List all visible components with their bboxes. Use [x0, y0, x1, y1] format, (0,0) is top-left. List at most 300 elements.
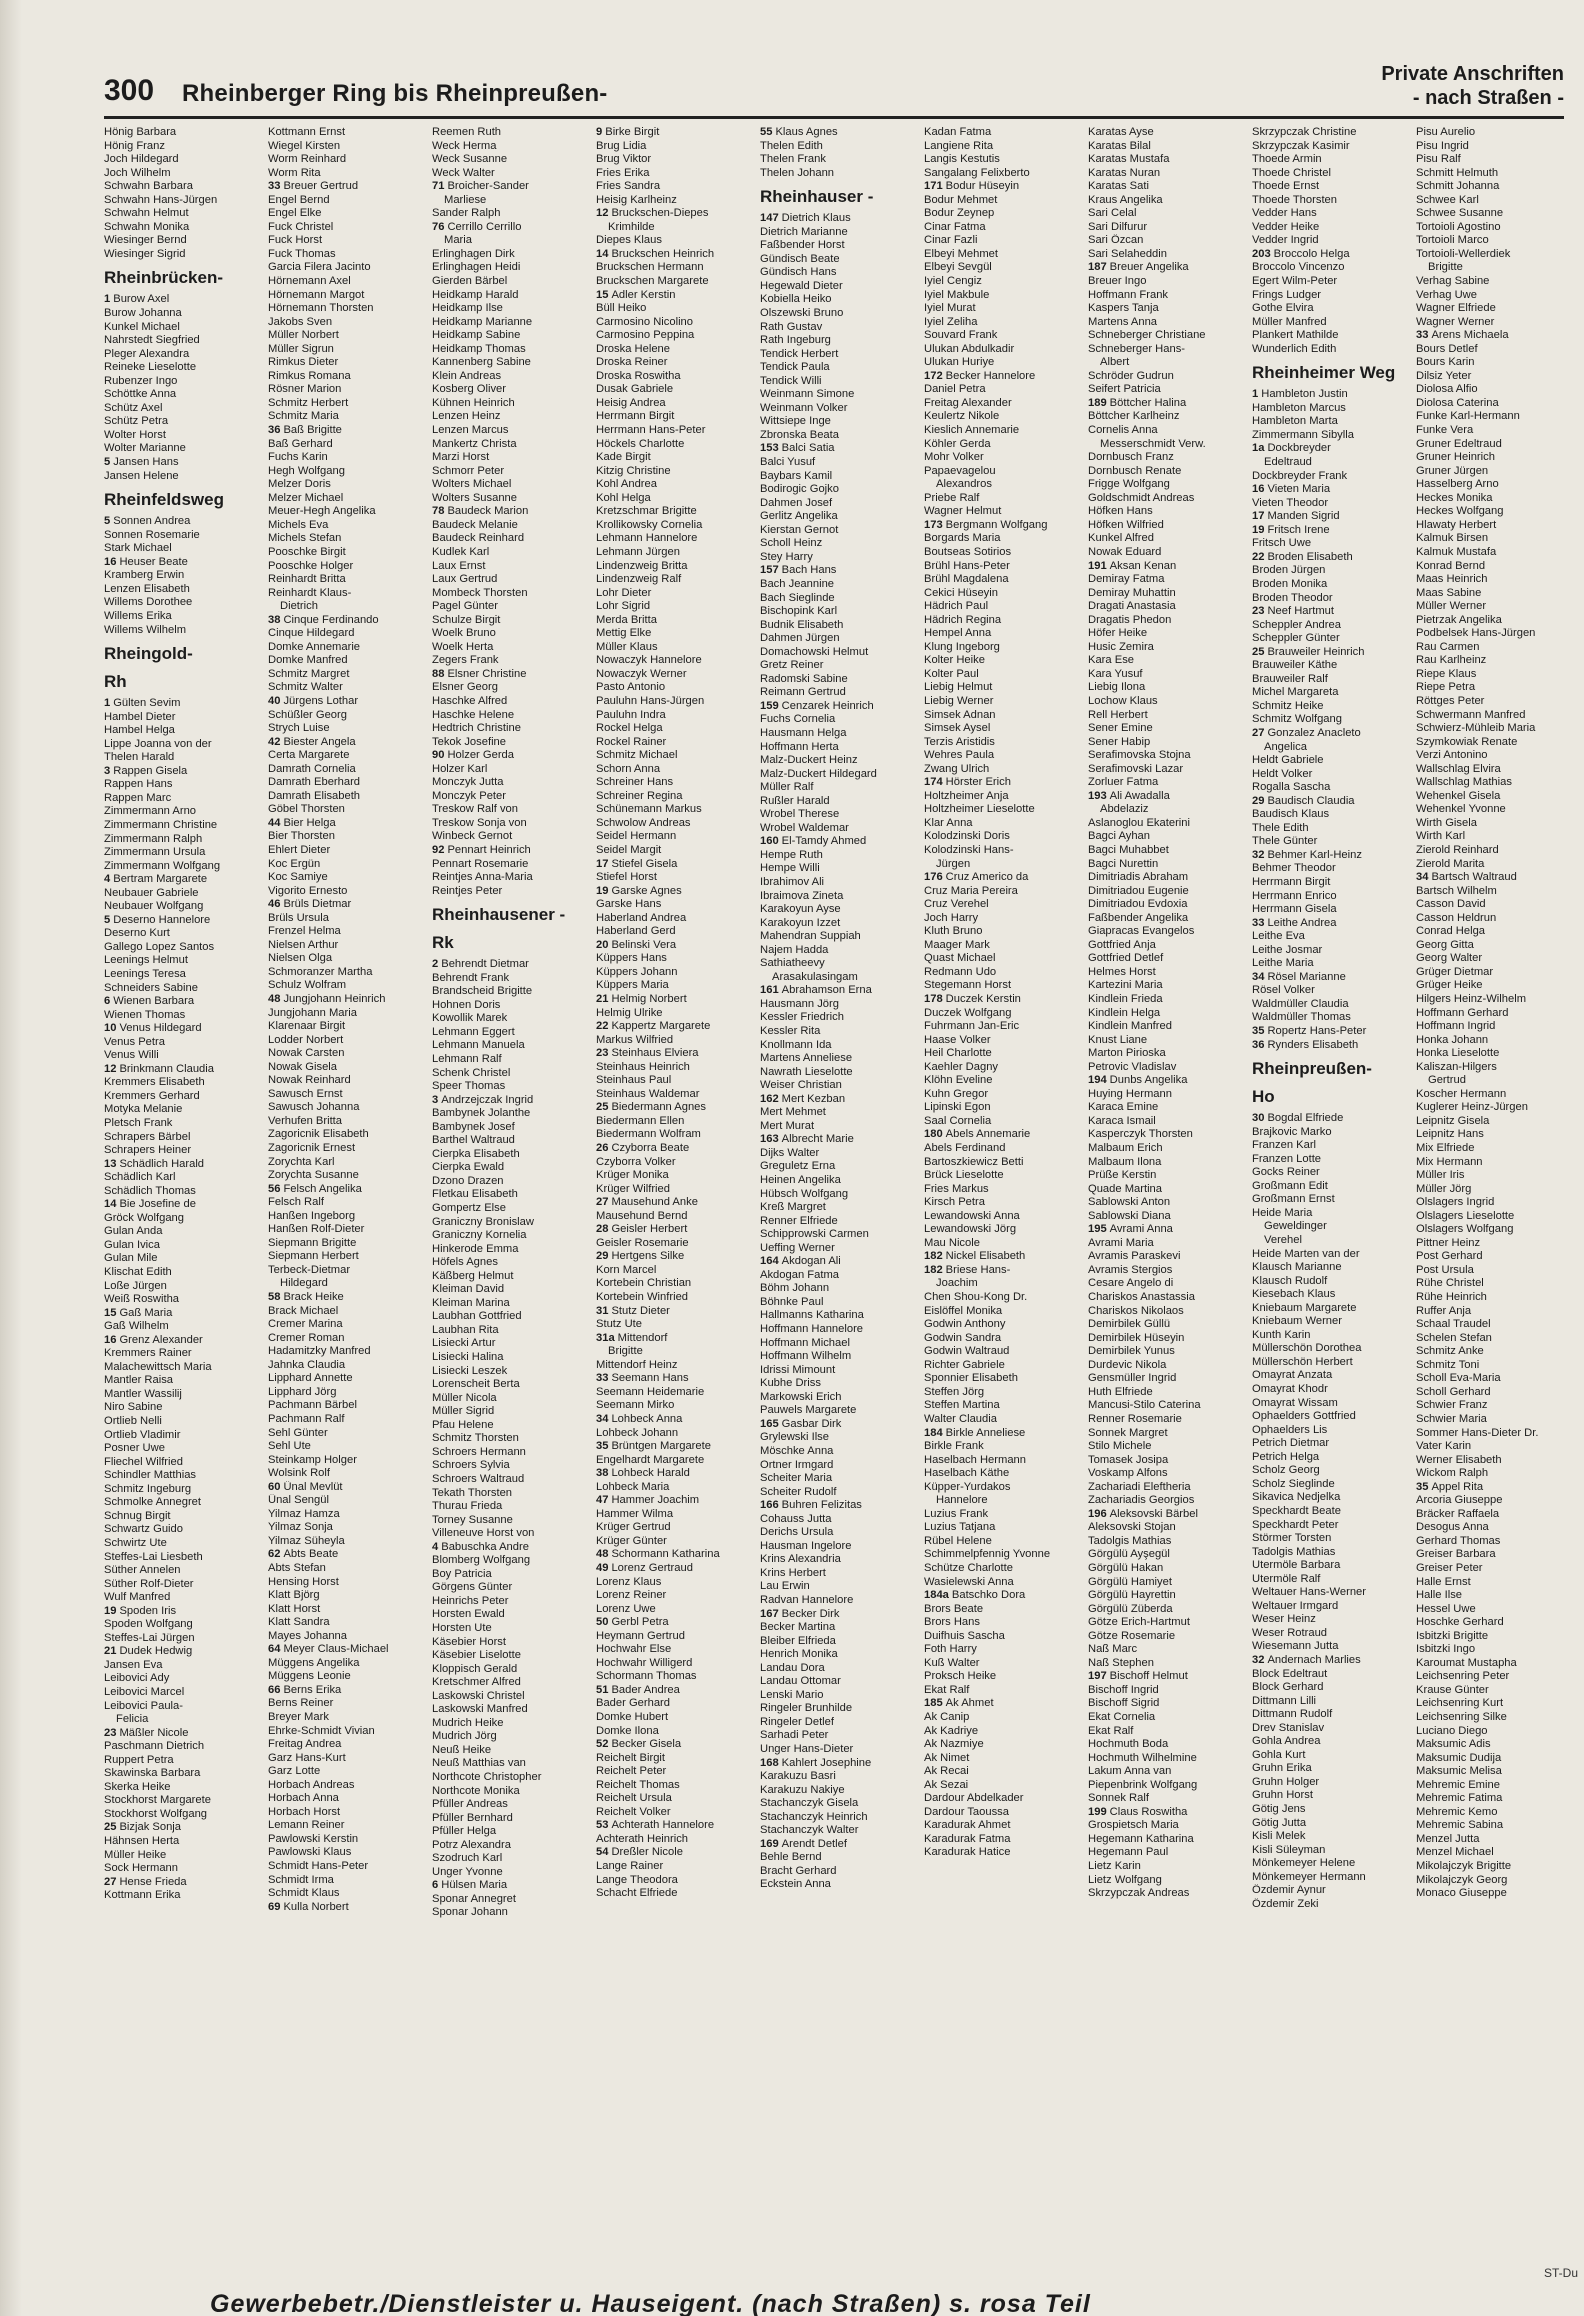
- resident-entry: Akdogan Fatma: [760, 1268, 839, 1281]
- resident-entry: Höckels Charlotte: [596, 437, 685, 450]
- resident-entry: Herrmann Birgit: [1252, 875, 1331, 888]
- resident-entry: Deserno Kurt: [104, 927, 170, 940]
- resident-entry: 1a Dockbreyder: [1252, 442, 1331, 455]
- resident-entry: Zwang Ulrich: [924, 762, 990, 775]
- resident-entry: Krause Günter: [1416, 1683, 1489, 1696]
- resident-entry: Leichsenring Kurt: [1416, 1697, 1504, 1710]
- resident-entry: Neubauer Gabriele: [104, 886, 199, 899]
- resident-entry: Pauluhn Indra: [596, 708, 666, 721]
- resident-entry: Karatas Bilal: [1088, 139, 1151, 152]
- resident-entry: Mikolajczyk Georg: [1416, 1873, 1508, 1886]
- resident-entry: Domachowski Helmut: [760, 645, 869, 658]
- resident-entry: Gohla Andrea: [1252, 1735, 1321, 1748]
- resident-entry: Pfüller Andreas: [432, 1798, 508, 1811]
- resident-entry: Mudrich Jörg: [432, 1730, 497, 1743]
- entry-continuation: Brigitte: [608, 1345, 643, 1358]
- resident-entry: Sener Emine: [1088, 722, 1153, 735]
- resident-entry: Ophaelders Lis: [1252, 1423, 1328, 1436]
- resident-entry: Schorn Anna: [596, 762, 661, 775]
- resident-entry: Lorenz Reiner: [596, 1589, 667, 1602]
- resident-entry: Müller Iris: [1416, 1169, 1465, 1182]
- house-number: 197: [1088, 1670, 1107, 1683]
- resident-entry: Domke Hubert: [596, 1710, 669, 1723]
- resident-entry: Reichelt Ursula: [596, 1792, 672, 1805]
- resident-entry: 38 Cinque Ferdinando: [268, 613, 379, 626]
- resident-entry: Borgards Maria: [924, 532, 1001, 545]
- resident-entry: Kieslich Annemarie: [924, 424, 1020, 437]
- entry-continuation: Hildegard: [280, 1277, 328, 1290]
- resident-entry: Weck Herma: [432, 139, 497, 152]
- resident-entry: Markowski Erich: [760, 1390, 842, 1403]
- resident-entry: Biedermann Wolfram: [596, 1128, 701, 1141]
- resident-entry: Tendick Willi: [760, 374, 822, 387]
- resident-entry: Horbach Andreas: [268, 1778, 355, 1791]
- resident-entry: Heide Marten van der: [1252, 1247, 1360, 1260]
- resident-entry: Keulertz Nikole: [924, 410, 1000, 423]
- resident-entry: Bodur Mehmet: [924, 193, 998, 206]
- house-number: 5: [104, 515, 111, 528]
- resident-entry: Hochwahr Else: [596, 1643, 672, 1656]
- resident-entry: Haberland Andrea: [596, 911, 687, 924]
- house-number: 5: [104, 913, 111, 926]
- address-columns: [104, 126, 1564, 2286]
- resident-entry: Olslagers Lieselotte: [1416, 1209, 1515, 1222]
- column-2: [268, 126, 428, 2286]
- resident-entry: Block Gerhard: [1252, 1681, 1324, 1694]
- resident-entry: Rubenzer Ingo: [104, 374, 178, 387]
- resident-entry: Olslagers Wolfgang: [1416, 1223, 1514, 1236]
- resident-entry: Hörnemann Thorsten: [268, 302, 374, 315]
- resident-entry: Domke Ilona: [596, 1724, 659, 1737]
- resident-entry: 153 Balci Satia: [760, 442, 835, 455]
- resident-entry: Malbaum Ilona: [1088, 1155, 1162, 1168]
- resident-entry: Breyer Mark: [268, 1710, 329, 1723]
- house-number: 16: [1252, 483, 1265, 496]
- resident-entry: Thoede Thorsten: [1252, 193, 1337, 206]
- resident-entry: Simsek Aysel: [924, 722, 991, 735]
- resident-entry: Engel Elke: [268, 207, 322, 220]
- resident-entry: Gothe Elvira: [1252, 302, 1314, 315]
- resident-entry: Mancusi-Stilo Caterina: [1088, 1399, 1201, 1412]
- resident-entry: Kottmann Ernst: [268, 126, 346, 138]
- resident-entry: Mombeck Thorsten: [432, 586, 528, 599]
- resident-entry: Hammer Wilma: [596, 1507, 674, 1520]
- resident-entry: Schimmelpfennig Yvonne: [924, 1548, 1051, 1561]
- resident-entry: Sponar Johann: [432, 1906, 508, 1919]
- resident-entry: Krins Herbert: [760, 1566, 826, 1579]
- resident-entry: Böttcher Karlheinz: [1088, 410, 1180, 423]
- house-number: 52: [596, 1738, 609, 1751]
- house-number: 16: [104, 555, 117, 568]
- resident-entry: Baudisch Klaus: [1252, 808, 1330, 821]
- resident-entry: Nowak Carsten: [268, 1047, 345, 1060]
- resident-entry: Heidkamp Marianne: [432, 315, 533, 328]
- house-number: 173: [924, 518, 943, 531]
- resident-entry: Kisli Süleyman: [1252, 1843, 1326, 1856]
- resident-entry: Simsek Adnan: [924, 708, 996, 721]
- resident-entry: 1 Gülten Sevim: [104, 697, 181, 710]
- house-number: 167: [760, 1607, 779, 1620]
- house-number: 174: [924, 776, 943, 789]
- resident-entry: Pisu Ingrid: [1416, 139, 1469, 152]
- resident-entry: 16 Vieten Maria: [1252, 483, 1331, 496]
- resident-entry: Gohla Kurt: [1252, 1748, 1306, 1761]
- resident-entry: Klausch Rudolf: [1252, 1274, 1328, 1287]
- resident-entry: Redmann Udo: [924, 965, 997, 978]
- house-number: 19: [104, 1604, 117, 1617]
- resident-entry: Kunkel Michael: [104, 320, 180, 333]
- entry-continuation: Hannelore: [936, 1494, 988, 1507]
- resident-entry: Wittsiepe Inge: [760, 415, 831, 428]
- resident-entry: 26 Czyborra Beate: [596, 1142, 690, 1155]
- resident-entry: Schmitz Michael: [596, 749, 678, 762]
- resident-entry: Höfken Hans: [1088, 505, 1153, 518]
- resident-entry: Lietz Wolfgang: [1088, 1873, 1162, 1886]
- resident-entry: Dardour Abdelkader: [924, 1792, 1024, 1805]
- resident-entry: Schmitz Walter: [268, 681, 343, 694]
- resident-entry: 165 Gasbar Dirk: [760, 1417, 842, 1430]
- resident-entry: Zimmermann Sibylla: [1252, 428, 1354, 441]
- house-number: 38: [596, 1467, 609, 1480]
- resident-entry: Pooschke Birgit: [268, 545, 346, 558]
- resident-entry: 14 Bie Josefine de: [104, 1198, 196, 1211]
- resident-entry: Mahendran Suppiah: [760, 930, 861, 943]
- resident-entry: Gröck Wolfgang: [104, 1211, 185, 1224]
- resident-entry: Sangalang Felixberto: [924, 166, 1030, 179]
- resident-entry: Bodur Zeynep: [924, 207, 995, 220]
- house-number: 180: [924, 1128, 943, 1141]
- house-number: 69: [268, 1900, 281, 1913]
- resident-entry: Schrapers Heiner: [104, 1144, 192, 1157]
- resident-entry: Waldmüller Thomas: [1252, 1011, 1351, 1024]
- resident-entry: Lenzen Heinz: [432, 410, 501, 423]
- resident-entry: 162 Mert Kezban: [760, 1092, 846, 1105]
- resident-entry: Kiesebach Klaus: [1252, 1288, 1336, 1301]
- resident-entry: Droska Roswitha: [596, 369, 681, 382]
- street-heading: Rheingold-: [104, 644, 193, 664]
- resident-entry: Haschke Helene: [432, 708, 515, 721]
- resident-entry: Mikolajczyk Brigitte: [1416, 1860, 1512, 1872]
- house-number: 20: [596, 938, 609, 951]
- resident-entry: Torney Susanne: [432, 1513, 513, 1526]
- section-title-line1: Private Anschriften: [1381, 63, 1564, 85]
- resident-entry: Sommer Hans-Dieter Dr.: [1416, 1426, 1539, 1439]
- house-number: 1a: [1252, 442, 1265, 455]
- resident-entry: Lewandowski Jörg: [924, 1223, 1017, 1236]
- resident-entry: Höfer Heike: [1088, 627, 1148, 640]
- resident-entry: Rogalla Sascha: [1252, 781, 1331, 794]
- resident-entry: Scheppler Andrea: [1252, 618, 1341, 631]
- resident-entry: Cierpka Ewald: [432, 1161, 505, 1174]
- resident-entry: Gruner Jürgen: [1416, 464, 1489, 477]
- resident-entry: Block Edeltraut: [1252, 1667, 1328, 1680]
- resident-entry: Motyka Melanie: [104, 1103, 183, 1116]
- resident-entry: 92 Pennart Heinrich: [432, 843, 531, 856]
- resident-entry: Kortebein Winfried: [596, 1291, 689, 1304]
- resident-entry: Heisig Andrea: [596, 396, 666, 409]
- resident-entry: Ak Kadriye: [924, 1724, 979, 1737]
- resident-entry: Schmitt Johanna: [1416, 180, 1500, 193]
- resident-entry: Brack Michael: [268, 1304, 339, 1317]
- resident-entry: Karaca Ismail: [1088, 1114, 1156, 1127]
- resident-entry: Fuck Thomas: [268, 247, 336, 260]
- house-number: 30: [1252, 1112, 1265, 1125]
- resident-entry: Klischat Edith: [104, 1266, 172, 1279]
- resident-entry: Tadolgis Mathias: [1252, 1545, 1336, 1558]
- resident-entry: Zbronska Beata: [760, 428, 839, 441]
- resident-entry: Leipnitz Hans: [1416, 1128, 1484, 1141]
- resident-entry: Schädlich Karl: [104, 1171, 176, 1184]
- resident-entry: 5 Deserno Hannelore: [104, 913, 211, 926]
- house-number: 50: [596, 1616, 609, 1629]
- resident-entry: Behmer Theodor: [1252, 862, 1336, 875]
- resident-entry: Tomasek Josipa: [1088, 1453, 1169, 1466]
- resident-entry: Engel Bernd: [268, 193, 330, 206]
- resident-entry: Kara Yusuf: [1088, 667, 1143, 680]
- resident-entry: Tortoioli Agostino: [1416, 220, 1501, 233]
- resident-entry: Dusak Gabriele: [596, 383, 674, 396]
- resident-entry: Haase Volker: [924, 1033, 991, 1046]
- resident-entry: Hempe Ruth: [760, 848, 823, 861]
- resident-entry: 34 Rösel Marianne: [1252, 970, 1346, 983]
- resident-entry: Speer Thomas: [432, 1080, 506, 1093]
- resident-entry: Birkle Frank: [924, 1440, 984, 1453]
- resident-entry: Leenings Helmut: [104, 954, 188, 967]
- resident-entry: Bartsch Wilhelm: [1416, 884, 1497, 897]
- resident-entry: Kaliszan-Hilgers: [1416, 1060, 1497, 1073]
- resident-entry: Chen Shou-Kong Dr.: [924, 1291, 1028, 1304]
- resident-entry: Karaca Emine: [1088, 1101, 1159, 1114]
- resident-entry: Kühnen Heinrich: [432, 396, 515, 409]
- resident-entry: Bodirogic Gojko: [760, 483, 839, 496]
- resident-entry: 16 Heuser Beate: [104, 555, 188, 568]
- resident-entry: Post Ursula: [1416, 1263, 1474, 1276]
- resident-entry: Kubhe Driss: [760, 1377, 821, 1390]
- house-number: 147: [760, 212, 779, 225]
- house-number: 21: [104, 1645, 117, 1658]
- house-number: 32: [1252, 848, 1265, 861]
- resident-entry: Fuck Horst: [268, 234, 323, 247]
- resident-entry: Ortner Irmgard: [760, 1458, 834, 1471]
- resident-entry: Scheppler Günter: [1252, 632, 1340, 645]
- resident-entry: Garz Lotte: [268, 1765, 321, 1778]
- resident-entry: Lisiecki Halina: [432, 1351, 504, 1364]
- resident-entry: Karadurak Fatma: [924, 1832, 1011, 1845]
- resident-entry: Pawlowski Klaus: [268, 1846, 352, 1859]
- resident-entry: Müller Klaus: [596, 640, 658, 653]
- resident-entry: Sarhadi Peter: [760, 1729, 829, 1742]
- resident-entry: Rühe Christel: [1416, 1277, 1484, 1290]
- resident-entry: Götze Erich-Hartmut: [1088, 1616, 1190, 1629]
- resident-entry: Cremer Roman: [268, 1331, 345, 1344]
- resident-entry: Horsten Ute: [432, 1621, 492, 1634]
- resident-entry: Kniebaum Margarete: [1252, 1301, 1357, 1314]
- resident-entry: Kremmers Rainer: [104, 1347, 192, 1360]
- resident-entry: Wiesemann Jutta: [1252, 1640, 1339, 1653]
- resident-entry: Hanßen Rolf-Dieter: [268, 1223, 365, 1236]
- resident-entry: Müggens Leonie: [268, 1670, 351, 1683]
- resident-entry: Wolter Marianne: [104, 442, 186, 455]
- resident-entry: Karatas Ayse: [1088, 126, 1154, 138]
- resident-entry: Unger Hans-Dieter: [760, 1742, 854, 1755]
- house-number: 55: [760, 126, 773, 138]
- resident-entry: Thelen Harald: [104, 751, 175, 764]
- house-number: 36: [1252, 1038, 1265, 1051]
- resident-entry: Knollmann Ida: [760, 1038, 832, 1051]
- house-number: 10: [104, 1022, 117, 1035]
- resident-entry: 78 Baudeck Marion: [432, 505, 529, 518]
- resident-entry: Pleger Alexandra: [104, 347, 190, 360]
- street-heading: Rheinpreußen-: [1252, 1059, 1372, 1079]
- resident-entry: Schmitz Anke: [1416, 1345, 1484, 1358]
- resident-entry: Haselbach Käthe: [924, 1467, 1010, 1480]
- resident-entry: Bracht Gerhard: [760, 1864, 837, 1877]
- resident-entry: Weiß Roswitha: [104, 1293, 180, 1306]
- house-number: 56: [268, 1182, 281, 1195]
- house-number: 166: [760, 1499, 779, 1512]
- resident-entry: Zierold Marita: [1416, 857, 1485, 870]
- resident-entry: Kremmers Gerhard: [104, 1089, 200, 1102]
- resident-entry: Sathiatheevy: [760, 957, 825, 970]
- resident-entry: Schreiner Regina: [596, 789, 683, 802]
- resident-entry: Baß Gerhard: [268, 437, 333, 450]
- resident-entry: Kunth Karin: [1252, 1328, 1311, 1341]
- resident-entry: Gerlitz Angelika: [760, 510, 838, 523]
- resident-entry: Hübsch Wolfgang: [760, 1187, 849, 1200]
- resident-entry: Reinhardt Britta: [268, 573, 346, 586]
- resident-entry: Honka Johann: [1416, 1033, 1489, 1046]
- resident-entry: Brors Beate: [924, 1602, 984, 1615]
- street-heading: Rheinbrücken-: [104, 268, 224, 288]
- resident-entry: Luzius Frank: [924, 1507, 989, 1520]
- resident-entry: Kobiella Heiko: [760, 293, 832, 306]
- resident-entry: Bach Sieglinde: [760, 591, 835, 604]
- resident-entry: 168 Kahlert Josephine: [760, 1756, 872, 1769]
- resident-entry: Schwee Karl: [1416, 193, 1479, 206]
- resident-entry: Nowak Reinhard: [268, 1074, 351, 1087]
- resident-entry: Frigge Wolfgang: [1088, 478, 1170, 491]
- resident-entry: Wolters Michael: [432, 478, 512, 491]
- house-number: 196: [1088, 1507, 1107, 1520]
- resident-entry: Ünal Sengül: [268, 1494, 329, 1507]
- resident-entry: Schmitz Ingeburg: [104, 1482, 192, 1495]
- resident-entry: 76 Cerrillo Cerrillo: [432, 220, 522, 233]
- resident-entry: Gallego Lopez Santos: [104, 940, 215, 953]
- house-number: 193: [1088, 789, 1107, 802]
- resident-entry: Mönkemeyer Helene: [1252, 1857, 1356, 1870]
- resident-entry: Erlinghagen Dirk: [432, 247, 515, 260]
- resident-entry: Küppers Hans: [596, 952, 667, 965]
- resident-entry: Kannenberg Sabine: [432, 356, 531, 369]
- resident-entry: Durdevic Nikola: [1088, 1358, 1167, 1371]
- resident-entry: Rösner Marion: [268, 383, 342, 396]
- resident-entry: Szodruch Karl: [432, 1852, 503, 1865]
- resident-entry: Pauluhn Hans-Jürgen: [596, 694, 705, 707]
- resident-entry: Schwier Maria: [1416, 1412, 1487, 1425]
- resident-entry: Lorenz Klaus: [596, 1575, 662, 1588]
- resident-entry: 1 Hambleton Justin: [1252, 388, 1348, 401]
- resident-entry: Malbaum Erich: [1088, 1142, 1163, 1155]
- resident-entry: Kolodzinski Hans-: [924, 843, 1014, 856]
- resident-entry: Godwin Anthony: [924, 1318, 1006, 1331]
- resident-entry: Kolter Paul: [924, 667, 979, 680]
- resident-entry: Fliechel Wilfried: [104, 1455, 183, 1468]
- resident-entry: Pfüller Bernhard: [432, 1811, 513, 1824]
- resident-entry: Schmitz Wolfgang: [1252, 713, 1342, 726]
- resident-entry: 15 Adler Kerstin: [596, 288, 676, 301]
- resident-entry: Skawinska Barbara: [104, 1767, 201, 1780]
- resident-entry: Hambleton Marcus: [1252, 401, 1346, 414]
- resident-entry: Kessler Rita: [760, 1025, 821, 1037]
- resident-entry: Strych Luise: [268, 722, 330, 735]
- resident-entry: Mittendorf Heinz: [596, 1358, 678, 1371]
- resident-entry: Podbelsek Hans-Jürgen: [1416, 627, 1536, 640]
- resident-entry: Schormann Thomas: [596, 1670, 697, 1683]
- house-number: 13: [104, 1157, 117, 1170]
- resident-entry: Nowaczyk Werner: [596, 667, 687, 680]
- resident-entry: Wallschlag Elvira: [1416, 762, 1501, 775]
- resident-entry: Kadan Fatma: [924, 126, 992, 138]
- resident-entry: Kuglerer Heinz-Jürgen: [1416, 1101, 1528, 1114]
- resident-entry: Freitag Alexander: [924, 396, 1012, 409]
- resident-entry: 147 Dietrich Klaus: [760, 212, 851, 225]
- resident-entry: Helmig Ulrike: [596, 1006, 663, 1019]
- resident-entry: Gruhn Holger: [1252, 1775, 1320, 1788]
- resident-entry: Lorenscheit Berta: [432, 1378, 520, 1391]
- resident-entry: Ortlieb Vladimir: [104, 1428, 181, 1441]
- resident-entry: Käßberg Helmut: [432, 1269, 514, 1282]
- resident-entry: Steffen Martina: [924, 1399, 1000, 1412]
- resident-entry: Wickom Ralph: [1416, 1467, 1489, 1480]
- house-number: 191: [1088, 559, 1107, 572]
- resident-entry: Michel Margareta: [1252, 686, 1339, 699]
- house-number: 3: [104, 764, 111, 777]
- resident-entry: Daniel Petra: [924, 383, 986, 396]
- resident-entry: Kierstan Gernot: [760, 523, 839, 536]
- resident-entry: Biedermann Ellen: [596, 1114, 685, 1127]
- house-number: 34: [1252, 970, 1265, 983]
- resident-entry: Broden Monika: [1252, 577, 1328, 590]
- resident-entry: Luzius Tatjana: [924, 1521, 996, 1534]
- resident-entry: Dittmann Rudolf: [1252, 1708, 1333, 1721]
- resident-entry: Tadolgis Mathias: [1088, 1534, 1172, 1547]
- resident-entry: Ruppert Petra: [104, 1753, 174, 1766]
- resident-entry: Stey Harry: [760, 550, 813, 563]
- resident-entry: Jakobs Sven: [268, 315, 333, 328]
- resident-entry: Verhufen Britta: [268, 1114, 343, 1127]
- resident-entry: Mankertz Christa: [432, 437, 517, 450]
- resident-entry: 157 Bach Hans: [760, 564, 837, 577]
- resident-entry: Burow Johanna: [104, 307, 182, 320]
- resident-entry: Joch Harry: [924, 911, 979, 924]
- resident-entry: Lenzen Elisabeth: [104, 582, 190, 595]
- resident-entry: 88 Elsner Christine: [432, 667, 527, 680]
- resident-entry: Bagci Ayhan: [1088, 830, 1150, 843]
- resident-entry: Sonnek Margret: [1088, 1426, 1168, 1439]
- resident-entry: Pooschke Holger: [268, 559, 354, 572]
- resident-entry: Hasselberg Arno: [1416, 478, 1499, 491]
- resident-entry: Zagoricnik Elisabeth: [268, 1128, 369, 1141]
- resident-entry: Lochow Klaus: [1088, 694, 1158, 707]
- house-number: 171: [924, 180, 943, 193]
- resident-entry: Lisiecki Artur: [432, 1337, 496, 1350]
- resident-entry: 187 Breuer Angelika: [1088, 261, 1189, 274]
- resident-entry: Gruhn Horst: [1252, 1789, 1313, 1802]
- resident-entry: Wehres Paula: [924, 749, 995, 762]
- resident-entry: Voskamp Alfons: [1088, 1467, 1168, 1480]
- resident-entry: Seidel Margit: [596, 843, 662, 856]
- resident-entry: Avrami Maria: [1088, 1236, 1154, 1249]
